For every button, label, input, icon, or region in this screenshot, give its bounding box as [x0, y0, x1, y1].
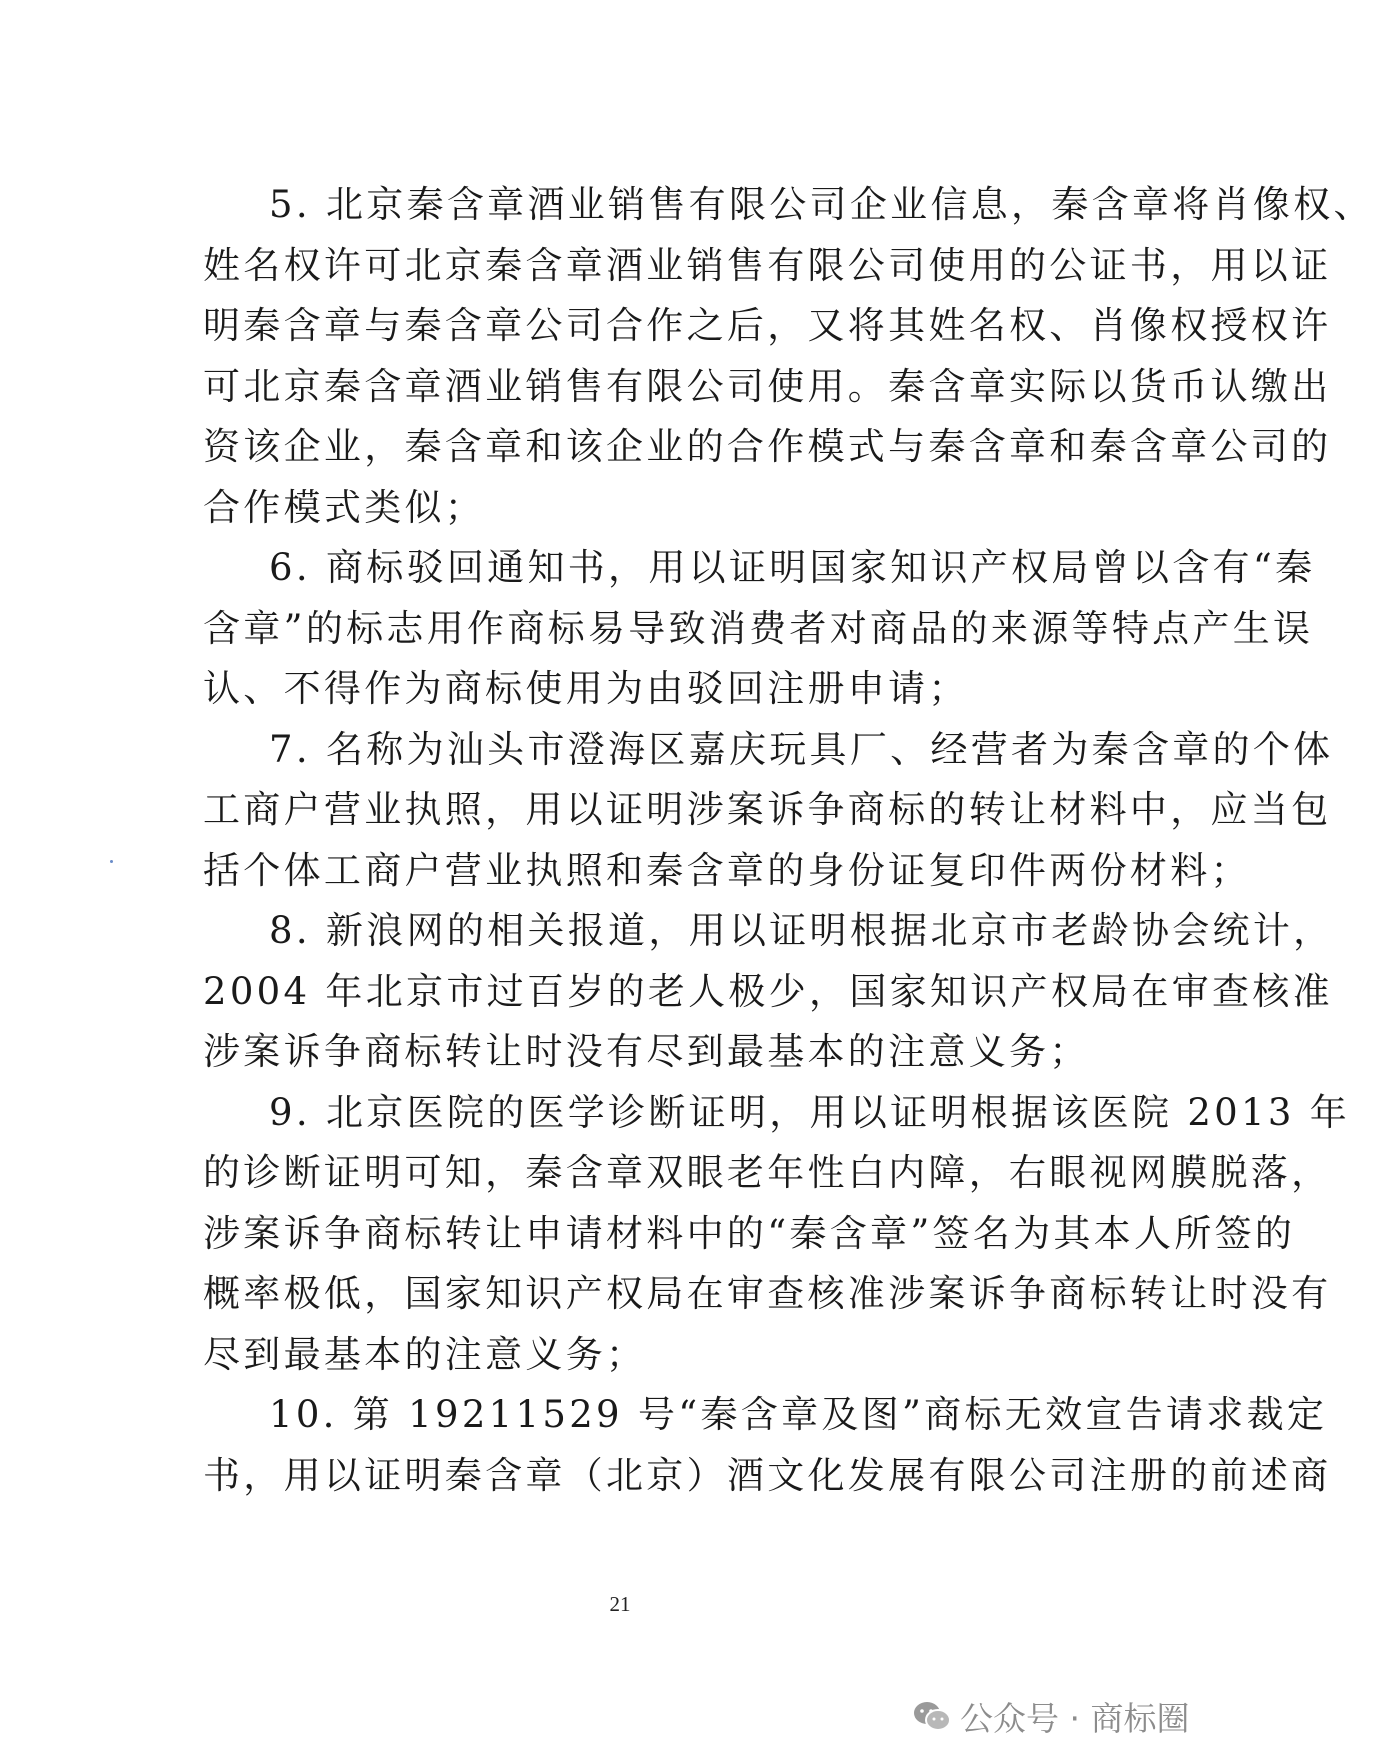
text-line: 资该企业，秦含章和该企业的合作模式与秦含章和秦含章公司的 — [203, 425, 1332, 468]
text-line: 2004 年北京市过百岁的老人极少，国家知识产权局在审查核准 — [203, 969, 1333, 1013]
document-body — [203, 175, 1374, 1506]
text-line: 涉案诉争商标转让申请材料中的“秦含章”签名为其本人所签的 — [203, 1211, 1296, 1255]
wechat-icon — [912, 1700, 952, 1734]
scan-speck — [110, 860, 113, 863]
watermark — [912, 1693, 1189, 1740]
text-line: 尽到最基本的注意义务； — [203, 1332, 647, 1376]
text-line: 姓名权许可北京秦含章酒业销售有限公司使用的公证书，用以证 — [203, 243, 1332, 287]
text-line: 含章”的标志用作商标易导致消费者对商品的来源等特点产生误 — [203, 606, 1314, 650]
text-line: 的诊断证明可知，秦含章双眼老年性白内障，右眼视网膜脱落， — [203, 1151, 1332, 1194]
text-line: 括个体工商户营业执照和秦含章的身份证复印件两份材料； — [203, 848, 1251, 892]
text-line: 7. 名称为汕头市澄海区嘉庆玩具厂、经营者为秦含章的个体 — [269, 727, 1334, 771]
text-line: 工商户营业执照，用以证明涉案诉争商标的转让材料中，应当包 — [203, 788, 1332, 831]
text-line: 可北京秦含章酒业销售有限公司使用。秦含章实际以货币认缴出 — [203, 364, 1332, 408]
text-line: 涉案诉争商标转让时没有尽到最基本的注意义务； — [203, 1030, 1090, 1073]
text-line: 明秦含章与秦含章公司合作之后，又将其姓名权、肖像权授权许 — [203, 304, 1332, 347]
text-line: 9. 北京医院的医学诊断证明，用以证明根据该医院 2013 年 — [269, 1090, 1351, 1134]
text-line: 10. 第 19211529 号“秦含章及图”商标无效宣告请求裁定 — [269, 1393, 1328, 1436]
page-number: 21 — [609, 1592, 631, 1616]
watermark-text: 公众号 · 商标圈 — [960, 1699, 1190, 1738]
text-line: 6. 商标驳回通知书，用以证明国家知识产权局曾以含有“秦 — [269, 546, 1316, 589]
text-line: 合作模式类似； — [203, 485, 486, 529]
text-line: 8. 新浪网的相关报道，用以证明根据北京市老龄协会统计， — [269, 909, 1334, 952]
text-line: 书，用以证明秦含章（北京）酒文化发展有限公司注册的前述商 — [203, 1453, 1332, 1497]
text-line: 5. 北京秦含章酒业销售有限公司企业信息，秦含章将肖像权、 — [269, 183, 1374, 226]
text-line: 概率极低，国家知识产权局在审查核准涉案诉争商标转让时没有 — [203, 1272, 1332, 1315]
text-line: 认、不得作为商标使用为由驳回注册申请； — [203, 667, 969, 710]
